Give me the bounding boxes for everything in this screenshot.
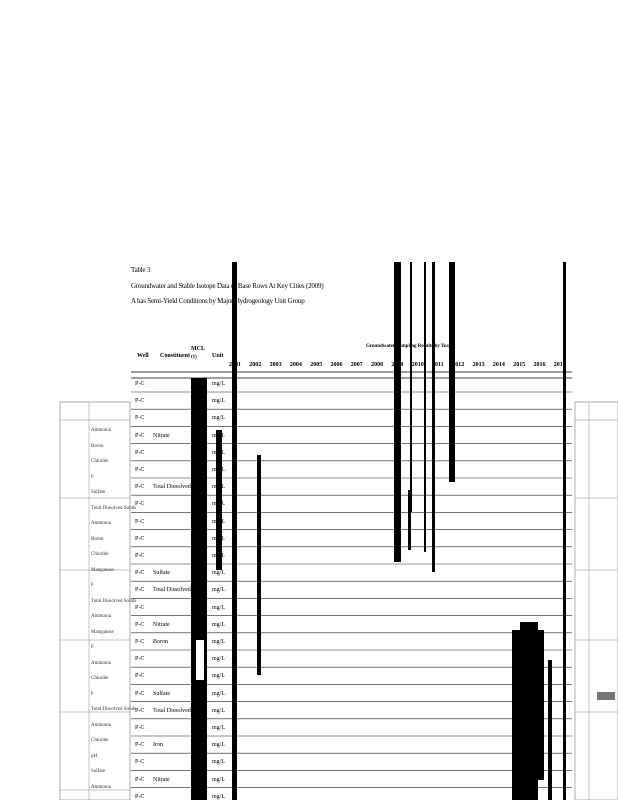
well-id: P-C: [135, 553, 145, 559]
well-id: P-C: [135, 467, 145, 473]
well-id: P-C: [135, 415, 145, 422]
unit-label: mg/L: [212, 639, 225, 645]
constituent-name: Nitrate: [153, 432, 170, 439]
well-id: P-C: [135, 742, 145, 749]
well-id: P-C: [135, 501, 145, 508]
col-well: Well: [137, 353, 149, 359]
year-header: 2001: [229, 362, 241, 368]
adjacent-row-label: Sulfate: [91, 769, 106, 774]
adjacent-row-label: F: [91, 583, 94, 588]
well-id: P-C: [135, 604, 145, 611]
well-id: P-C: [135, 570, 145, 577]
year-header: 2016: [533, 362, 546, 368]
well-id: P-C: [135, 518, 145, 525]
year-header: 2007: [350, 362, 363, 368]
year-header: 2013: [472, 362, 485, 368]
col-mcl: MCL: [191, 346, 205, 352]
adjacent-row-label: Ammonia: [91, 521, 111, 526]
adjacent-row-label: Total Dissolved Solids: [91, 598, 137, 604]
well-id: P-C: [135, 587, 145, 594]
unit-label: mg/L: [212, 776, 225, 783]
col-constituent: Constituent: [160, 353, 191, 359]
year-header: 2004: [289, 362, 302, 368]
col-mcl-footnote: (1): [191, 355, 197, 360]
adjacent-row-label: Chloride: [91, 459, 109, 464]
table-title: Groundwater and Stable Isotope Data of Base Rows At Key Cities (2009): [131, 282, 324, 290]
year-header: 2015: [513, 362, 526, 368]
well-id: P-C: [135, 793, 145, 800]
unit-label: mg/L: [212, 725, 225, 731]
unit-label: mg/L: [212, 793, 225, 800]
adjacent-row-label: Manganese: [91, 567, 114, 573]
well-id: P-C: [135, 639, 145, 645]
adjacent-row-label: Manganese: [91, 629, 114, 635]
adjacent-row-label: Ammonia: [91, 722, 111, 728]
unit-label: mg/L: [212, 742, 225, 749]
unit-label: mg/L: [212, 673, 225, 680]
year-header: 2003: [269, 362, 282, 368]
table-subtitle: A has Semi-Yield Conditions by Major Hydrogeology Unit Group: [131, 297, 305, 305]
unit-label: mg/L: [212, 587, 225, 594]
unit-label: mg/L: [212, 381, 225, 387]
col-group-results: Groundwater Sampling Results by Year: [366, 344, 451, 349]
adjacent-row-label: pH: [91, 753, 98, 759]
unit-label: mg/L: [212, 415, 225, 422]
table-number: Table 3: [131, 266, 151, 274]
well-id: P-C: [135, 725, 145, 731]
unit-label: mg/L: [212, 449, 225, 456]
well-id: P-C: [135, 673, 145, 680]
unit-label: mg/L: [212, 604, 225, 611]
adjacent-row-label: Chloride: [91, 738, 109, 743]
adjacent-row-label: Sulfate: [91, 490, 106, 495]
unit-label: mg/L: [212, 759, 225, 766]
constituent-name: Nitrate: [153, 776, 170, 783]
well-id: P-C: [135, 381, 145, 387]
well-id: P-C: [135, 621, 145, 628]
adjacent-row-label: Boron: [91, 443, 104, 449]
unit-label: mg/L: [212, 535, 225, 542]
year-header: 2014: [492, 362, 505, 368]
constituent-name: Total Dissolved Solids: [153, 484, 208, 491]
well-id: P-C: [135, 535, 145, 542]
well-id: P-C: [135, 690, 145, 697]
year-header: 2011: [432, 362, 444, 368]
well-id: P-C: [135, 449, 145, 456]
unit-label: mg/L: [212, 690, 225, 697]
adjacent-row-label: Total Dissolved Solids: [91, 707, 137, 712]
well-id: P-C: [135, 656, 145, 663]
unit-label: mg/L: [212, 432, 225, 439]
adjacent-row-label: Chloride: [91, 676, 109, 681]
adjacent-row-label: Ammonia: [91, 660, 111, 666]
adjacent-row-label: F: [91, 691, 94, 697]
constituent-name: Total Dissolved Solids: [153, 587, 208, 594]
well-id: P-C: [135, 776, 145, 783]
year-header: 2006: [330, 362, 343, 368]
well-id: P-C: [135, 707, 145, 714]
unit-label: mg/L: [212, 553, 225, 559]
constituent-name: Nitrate: [153, 621, 170, 628]
unit-label: mg/L: [212, 501, 225, 508]
year-header: 2008: [371, 362, 384, 368]
constituent-name: Sulfate: [153, 570, 170, 577]
unit-label: mg/L: [212, 656, 225, 663]
unit-label: mg/L: [212, 398, 225, 405]
constituent-name: Boron: [153, 639, 168, 645]
unit-label: mg/L: [212, 570, 225, 577]
year-header: 2002: [249, 362, 262, 368]
well-id: P-C: [135, 432, 145, 439]
year-header: 2009: [391, 362, 404, 368]
constituent-name: Total Dissolved Solids: [153, 707, 208, 714]
unit-label: mg/L: [212, 484, 225, 491]
year-header: 2012: [452, 362, 465, 368]
adjacent-row-label: Boron: [91, 536, 104, 542]
adjacent-row-label: Chloride: [91, 552, 109, 557]
col-unit: Unit: [212, 353, 224, 359]
unit-label: mg/L: [212, 518, 225, 525]
year-header: 2005: [310, 362, 323, 368]
unit-label: mg/L: [212, 707, 225, 714]
constituent-name: Iron: [153, 742, 163, 749]
year-header: 2017: [553, 362, 566, 368]
well-id: P-C: [135, 484, 145, 491]
well-id: P-C: [135, 398, 145, 405]
adjacent-row-label: F: [91, 645, 94, 650]
unit-label: mg/L: [212, 621, 225, 628]
adjacent-row-label: Ammonia: [91, 428, 111, 433]
adjacent-row-label: Total Dissolved Solids: [91, 505, 137, 511]
adjacent-row-label: Ammonia: [91, 614, 111, 619]
year-header: 2010: [411, 362, 424, 368]
unit-label: mg/L: [212, 467, 225, 473]
adjacent-row-label: Ammonia: [91, 784, 111, 790]
constituent-name: Sulfate: [153, 690, 170, 697]
adjacent-row-label: F: [91, 474, 94, 480]
well-id: P-C: [135, 759, 145, 766]
